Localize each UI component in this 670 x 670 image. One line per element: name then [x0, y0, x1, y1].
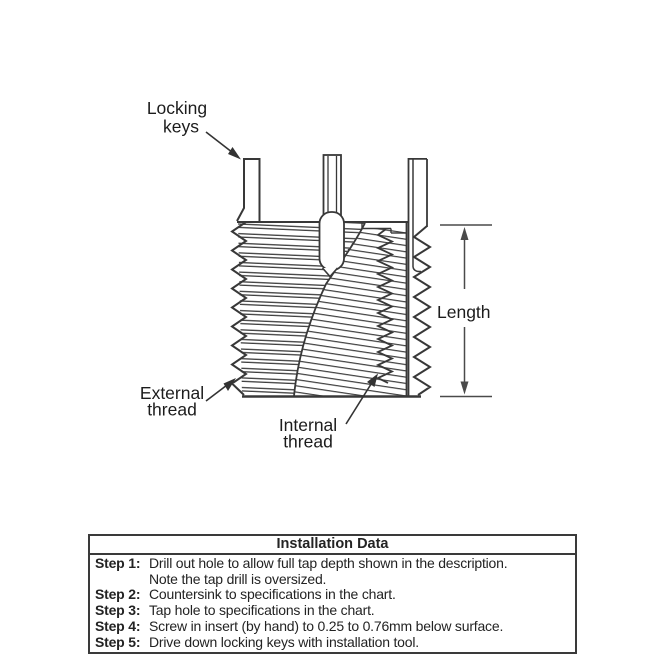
label-external-thread-line1: External [139, 383, 205, 403]
label-locking-keys-line2: keys [163, 116, 199, 137]
arrowhead-down [461, 382, 469, 395]
label-external-thread-line2: thread [147, 399, 197, 420]
table-row [90, 556, 575, 572]
locking-key-left [237, 159, 260, 221]
step-text: Screw in insert (by hand) to 0.25 to 0.76mm below surface. [149, 617, 504, 634]
table-row [90, 603, 575, 619]
locking-keys-arrowhead [228, 147, 241, 160]
locking-key-middle [320, 155, 345, 277]
step-label: Step 3: [95, 602, 141, 619]
label-internal-thread-line2: thread [283, 431, 333, 452]
installation-data-table [88, 534, 577, 654]
external-thread-right-zigzag [414, 226, 430, 395]
table-row [90, 587, 575, 603]
step-label: Step 2: [95, 586, 141, 603]
step-text: Note the tap drill is oversized. [149, 570, 327, 587]
table-title: Installation Data [90, 536, 575, 555]
step-text: Drive down locking keys with installation tool. [149, 633, 419, 650]
step-label [95, 572, 149, 588]
table-rows [90, 555, 575, 652]
dimension-label-length: Length [437, 302, 491, 322]
table-row [90, 619, 575, 635]
step-label: Step 4: [95, 617, 141, 634]
arrowhead-up [461, 227, 469, 240]
table-row [90, 572, 575, 588]
label-internal-thread-line1: Internal [278, 415, 338, 435]
step-text: Tap hole to specifications in the chart. [149, 602, 375, 619]
step-text: Drill out hole to allow full tap depth shown in the description. [149, 555, 508, 571]
label-locking-keys-line1: Locking [146, 98, 208, 118]
step-label: Step 1: [95, 555, 141, 571]
step-text: Countersink to specifications in the chart. [149, 586, 396, 603]
table-row [90, 635, 575, 651]
step-label: Step 5: [95, 633, 141, 650]
